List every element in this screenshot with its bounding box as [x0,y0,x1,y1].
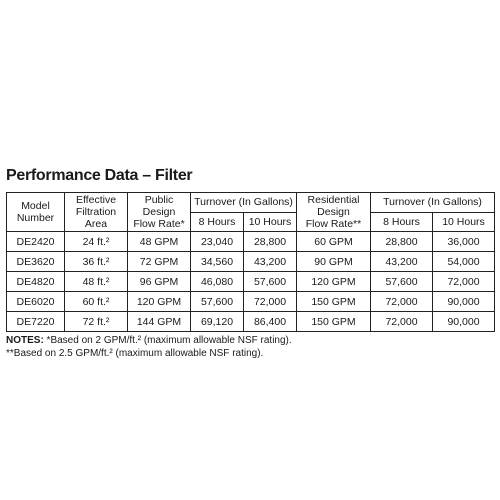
header-residential-flow: Residential Design Flow Rate** [297,193,371,232]
model-number-cell: DE4820 [7,272,65,292]
residential-turnover-10h-cell: 72,000 [433,272,495,292]
filtration-area-cell: 60 ft.² [65,292,128,312]
filtration-area-cell: 24 ft.² [65,232,128,252]
performance-table [6,192,495,332]
public-turnover-8h-cell: 23,040 [191,232,244,252]
residential-turnover-8h-cell: 72,000 [371,292,433,312]
notes-label: NOTES: [6,335,44,346]
residential-turnover-10h-cell: 54,000 [433,252,495,272]
public-turnover-8h-cell: 69,120 [191,312,244,332]
public-turnover-10h-cell: 72,000 [244,292,297,312]
table-row [7,252,495,272]
residential-flow-rate-cell: 150 GPM [297,292,371,312]
table-row [7,272,495,292]
residential-turnover-10h-cell: 90,000 [433,292,495,312]
filtration-area-cell: 48 ft.² [65,272,128,292]
note-2: **Based on 2.5 GPM/ft.² (maximum allowable NSF rating). [6,348,264,359]
public-turnover-10h-cell: 43,200 [244,252,297,272]
header-row-top [7,193,495,213]
header-turnover-public: Turnover (In Gallons) [191,193,297,213]
model-number-cell: DE2420 [7,232,65,252]
header-turnover-residential: Turnover (In Gallons) [371,193,495,213]
header-8-hours: 8 Hours [191,212,244,232]
header-10-hours: 10 Hours [433,212,495,232]
public-turnover-10h-cell: 57,600 [244,272,297,292]
header-10-hours: 10 Hours [244,212,297,232]
public-turnover-8h-cell: 57,600 [191,292,244,312]
header-public-flow: Public Design Flow Rate* [128,193,191,232]
public-turnover-10h-cell: 86,400 [244,312,297,332]
notes [6,334,496,360]
residential-turnover-8h-cell: 28,800 [371,232,433,252]
public-flow-rate-cell: 120 GPM [128,292,191,312]
model-number-cell: DE3620 [7,252,65,272]
table-row [7,292,495,312]
public-turnover-8h-cell: 34,560 [191,252,244,272]
public-flow-rate-cell: 72 GPM [128,252,191,272]
note-1: NOTES: *Based on 2 GPM/ft.² (maximum allowable NSF rating). [6,335,292,346]
residential-turnover-10h-cell: 90,000 [433,312,495,332]
public-turnover-10h-cell: 28,800 [244,232,297,252]
residential-turnover-8h-cell: 57,600 [371,272,433,292]
header-model: Model Number [7,193,65,232]
residential-flow-rate-cell: 120 GPM [297,272,371,292]
residential-turnover-8h-cell: 72,000 [371,312,433,332]
filtration-area-cell: 36 ft.² [65,252,128,272]
model-number-cell: DE7220 [7,312,65,332]
header-effective-area: Effective Filtration Area [65,193,128,232]
table-body [7,232,495,332]
filtration-area-cell: 72 ft.² [65,312,128,332]
table-row [7,232,495,252]
table-row [7,312,495,332]
public-turnover-8h-cell: 46,080 [191,272,244,292]
section-title: Performance Data – Filter [6,167,193,184]
public-flow-rate-cell: 48 GPM [128,232,191,252]
residential-turnover-10h-cell: 36,000 [433,232,495,252]
residential-flow-rate-cell: 150 GPM [297,312,371,332]
header-8-hours: 8 Hours [371,212,433,232]
residential-flow-rate-cell: 90 GPM [297,252,371,272]
public-flow-rate-cell: 96 GPM [128,272,191,292]
performance-data-section [6,166,496,360]
public-flow-rate-cell: 144 GPM [128,312,191,332]
model-number-cell: DE6020 [7,292,65,312]
residential-turnover-8h-cell: 43,200 [371,252,433,272]
residential-flow-rate-cell: 60 GPM [297,232,371,252]
